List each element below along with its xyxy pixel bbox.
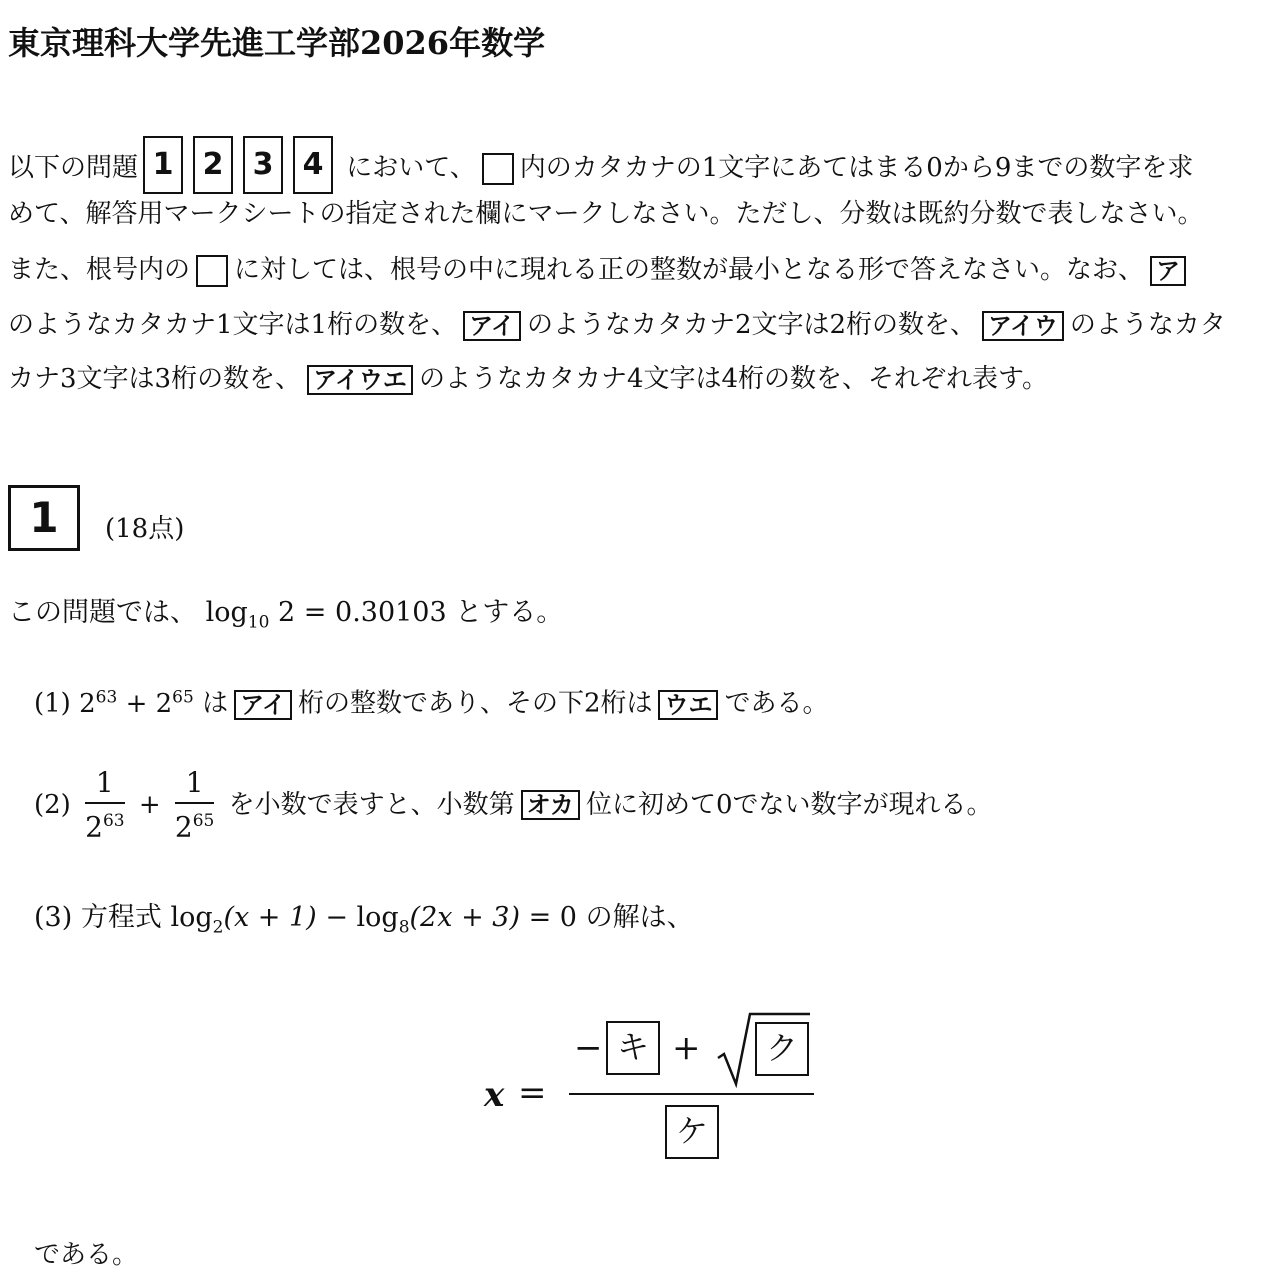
plus-sign: + <box>138 790 161 821</box>
question-text: 桁の整数であり、その下2桁は <box>297 688 653 719</box>
answer-box-ku: ク <box>755 1022 809 1076</box>
intro-line-4 <box>8 310 1226 341</box>
fraction-bar <box>569 1093 814 1095</box>
answer-box-ue: ウエ <box>658 690 718 720</box>
question-label: (1) <box>34 688 71 719</box>
page-title: 東京理科大学先進工学部2026年数学 <box>8 24 546 62</box>
answer-plus: + <box>672 1028 701 1068</box>
fraction-1: $\frac{1}{2^{63}}$ <box>85 766 125 844</box>
closing-text: である。 <box>34 1240 139 1270</box>
question-text: である。 <box>724 688 829 719</box>
problem-box-1: 1 <box>143 136 183 194</box>
answer-minus: − <box>574 1028 603 1068</box>
answer-box-aiue: アイウエ <box>307 365 413 395</box>
fraction-2: $\frac{1}{2^{65}}$ <box>174 766 215 844</box>
intro-line-1 <box>8 140 1193 198</box>
intro-line-2: めて、解答用マークシートの指定された欄にマークしなさい。ただし、分数は既約分数で表しなさい。 <box>8 199 1204 229</box>
intro-line-3 <box>8 255 1192 287</box>
answer-box-ki: キ <box>606 1021 660 1075</box>
intro-text: また、根号内の <box>8 255 191 285</box>
question-label: (2) <box>34 790 71 821</box>
intro-text: に対しては、根号の中に現れる正の整数が最小となる形で答えなさい。なお、 <box>234 255 1145 285</box>
premise-math: $\log_{10} 2 = 0.30103$ <box>205 597 447 633</box>
question-text: を小数で表すと、小数第 <box>228 790 515 821</box>
question-text: 方程式 <box>80 902 162 933</box>
problem-box-2: 2 <box>193 136 233 194</box>
problem-box-4: 4 <box>293 136 333 194</box>
intro-text: 内のカタカナの1文字にあてはまる0から9までの数字を求 <box>519 153 1194 183</box>
answer-box-ai: アイ <box>234 690 292 720</box>
q3-equation: $\log_2(x + 1) - \log_8(2x + 3) = 0$ <box>170 902 577 938</box>
question-text: は <box>202 688 229 719</box>
problem-points: (18点) <box>105 514 185 544</box>
empty-answer-box <box>482 153 514 185</box>
question-text: 位に初めて0でない数字が現れる。 <box>585 790 993 821</box>
answer-box-aiu: アイウ <box>982 311 1064 341</box>
premise-text: この問題では、 <box>8 597 197 628</box>
premise-text: とする。 <box>455 597 564 628</box>
problem-box-3: 3 <box>243 136 283 194</box>
answer-box-oka: オカ <box>521 790 580 820</box>
problem-premise <box>8 598 563 637</box>
intro-line-5 <box>8 364 1048 395</box>
question-3 <box>34 903 694 942</box>
question-label: (3) <box>34 902 73 933</box>
answer-equals: = <box>518 1073 547 1113</box>
problem-number-box: 1 <box>8 485 80 551</box>
empty-answer-box <box>196 255 228 287</box>
answer-box-ai: アイ <box>463 311 521 341</box>
question-text: の解は、 <box>585 902 694 933</box>
intro-text: のようなカタカナ4文字は4桁の数を、それぞれ表す。 <box>418 364 1048 394</box>
intro-text: のようなカタ <box>1069 310 1226 340</box>
answer-var-x: x <box>484 1075 505 1115</box>
intro-text: 以下の問題 <box>8 153 139 183</box>
intro-text: カナ3文字は3桁の数を、 <box>8 364 302 394</box>
answer-box-ke: ケ <box>665 1105 719 1159</box>
answer-box-a: ア <box>1150 256 1186 286</box>
q1-expression: $2^{63} + 2^{65}$ <box>79 687 194 719</box>
intro-text: のようなカタカナ1文字は1桁の数を、 <box>8 310 458 340</box>
intro-text: において、 <box>346 153 476 183</box>
question-2 <box>34 768 992 842</box>
intro-text: のようなカタカナ2文字は2桁の数を、 <box>526 310 977 340</box>
question-1 <box>34 682 829 720</box>
